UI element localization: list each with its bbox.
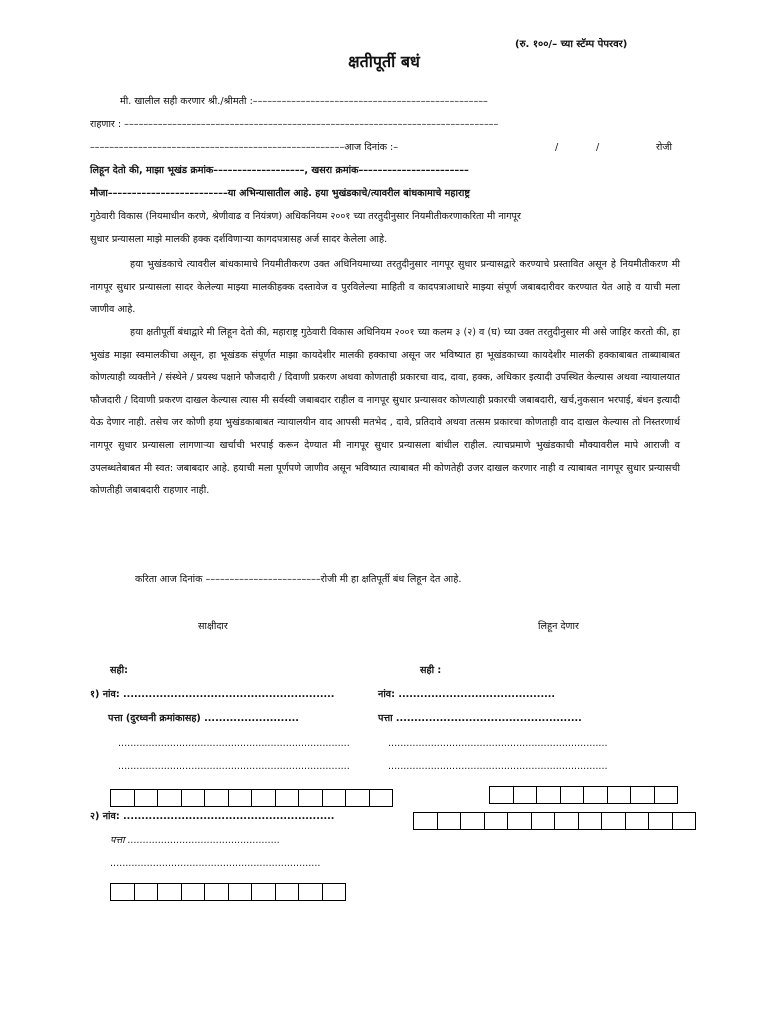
- line-date-roji: रोजी: [656, 142, 673, 153]
- witness2-name: २) नांव: ..........................................................: [90, 811, 335, 822]
- giver-id-boxes-row2[interactable]: [413, 812, 696, 830]
- sign-left-label: सही:: [110, 665, 128, 676]
- witness1-id-boxes[interactable]: [110, 789, 393, 807]
- line-act: गुठेवारी विकास (नियमाधीन करणे, श्रेणीवाढ व नियंत्रण) अधिकनियम २००१ च्या तरतुदीनुसार नियमीतीकरणाकरिता मी नागपूर: [90, 211, 521, 222]
- document-title: क्षतीपूर्ती बधं: [348, 52, 420, 71]
- giver-address: पत्ता ...................................................: [378, 713, 582, 724]
- giver-dots-1: ........................................................................: [388, 738, 608, 749]
- witness2-id-boxes[interactable]: [110, 883, 346, 901]
- paragraph-indemnity: हया क्षतीपूर्ती बंधाद्वारे मी लिहून देतो की, महाराष्ट्र गुठेवारी विकास अधिनियम २००१ च्या कलम ३ (२) व (घ) च्या उक्त तरतुदीनुसार मी असे जाहिर करतो की, हा भुखंड माझा स्वमालकीचा असून, हा भूखंडक संपूर्णत माझा कायदेशीर मालकी हक्काचा असून जर भविष्यात हा भूखंडकाच्या कायदेशीर मालकी हक्काबाबत ताब्याबाबत कोणत्याही व्यक्तीने / संस्थेने / प्रयस्थ पक्षाने फौजदारी / दिवाणी प्रकरण अथवा कोणताही प्रकारचा वाद, दावा, हक्क, अधिकार इत्यादी उपस्थित केल्यास अथवा न्यायालयात फौजदारी / दिवाणी प्रकरण दाखल केल्यास त्यास मी सर्वस्वी जबाबदार राहील व नागपूर सुधार प्रन्यासवर कोणत्याही प्रकारची जबाबदारी, खर्च,नुकसान भरपाई, बंधन इत्यादी येऊ देणार नाही. तसेच जर कोणी हया भुखंडकाबाबत न्यायालयीन वाद आपसी मतभेद , दावे, प्रतिदावे अथवा तत्सम प्रकारचा कोणताही वाद दाखल केल्यास तो निस्तरणार्थ नागपूर सुधार प्रन्यासला लागणाऱ्या खर्चाची भरपाई करून देण्यात मी नागपूर सुधार प्रन्यासला बांधील राहील. त्याचप्रमाणे भुखंडकाची मौक्यावरील मापे आराजी व उपलब्धतेबाबत मी स्वत: जबाबदार आहे. हयाची मला पूर्णपणे जाणीव असून भविष्यात त्याबाबत मी कोणतेही उजर दाखल करणार नाही व त्याबाबत नागपूर सुधार प्रन्यासची कोणतीही जबाबदारी राहणार नाही.: [90, 327, 681, 497]
- line-application: सुधार प्रन्यासला माझे मालकी हक्क दर्शविणाऱ्या कागदपत्रासह अर्ज सादर केलेला आहे.: [90, 234, 388, 245]
- line-date-a: –––––––––––––––––––––––––––––––––––––––––––––––––––––आज दिनांक :–: [90, 142, 399, 153]
- witness2-dots: .....................................................................: [110, 858, 321, 869]
- witness-heading: साक्षीदार: [198, 621, 228, 632]
- stamp-paper-note: (रु. १००/– च्या स्टॅम्प पेपरवर): [515, 39, 628, 50]
- line-plot-number: लिहून देतो की, माझा भूखंड क्रमांक–––––––––––––––––––, खसरा क्रमांक–––––––––––––––––––––––: [90, 165, 469, 176]
- line-residence: राहणार : ––––––––––––––––––––––––––––––––––––––––––––––––––––––––––––––––––––––––––––––: [90, 119, 499, 130]
- sign-right-label: सही :: [420, 665, 442, 676]
- line-declarant: मी. खालील सही करणार श्री./श्रीमती :–––––––––––––––––––––––––––––––––––––––––––––––––: [120, 96, 488, 107]
- witness1-address: पत्ता (दुरध्वनी क्रमांकासह) ..........................: [108, 713, 299, 724]
- closing-line: करिता आज दिनांक ––––––––––––––––––––––––रोजी मी हा क्षतिपूर्ती बंध लिहून देत आहे.: [135, 574, 462, 585]
- giver-id-boxes-row1[interactable]: [489, 786, 678, 804]
- giver-dots-2: ........................................................................: [388, 761, 608, 772]
- giver-name: नांव: ...........................................: [378, 689, 556, 700]
- witness2-address: पत्ता ..................................................: [110, 835, 281, 846]
- line-date-slash1: /: [555, 142, 559, 153]
- paragraph-regularization: हया भुखंडकाचे त्यावरील बांधकामाचे नियमीतीकरण उक्त अधिनियमाच्या तरतुदीनुसार नागपूर सुधार प्रन्यासद्वारे करण्याचे प्रस्तावित असून हे नियमीतीकरण मी नागपूर सुधार प्रन्यासला सादर केलेल्या माझ्या मालकीहक्क दस्तावेज व पुरविलेल्या माहिती व कादपत्राआधारे माझ्या संपूर्ण जबाबदारीवर करण्यात येत आहे व याची मला जाणीव आहे.: [90, 259, 680, 316]
- witness1-dots-1: ............................................................................: [118, 738, 350, 749]
- witness1-dots-2: ............................................................................: [118, 761, 350, 772]
- witness1-name: १) नांव: ..........................................................: [90, 689, 335, 700]
- line-date-slash2: /: [596, 142, 600, 153]
- giver-heading: लिहून देणार: [538, 621, 579, 632]
- line-mouja: मौजा–––––––––––––––––––––––––या अभिन्यासातील आहे. हया भुखंडकाचे/त्यावरील बांधकामाचे महाराष्ट्र: [90, 188, 470, 199]
